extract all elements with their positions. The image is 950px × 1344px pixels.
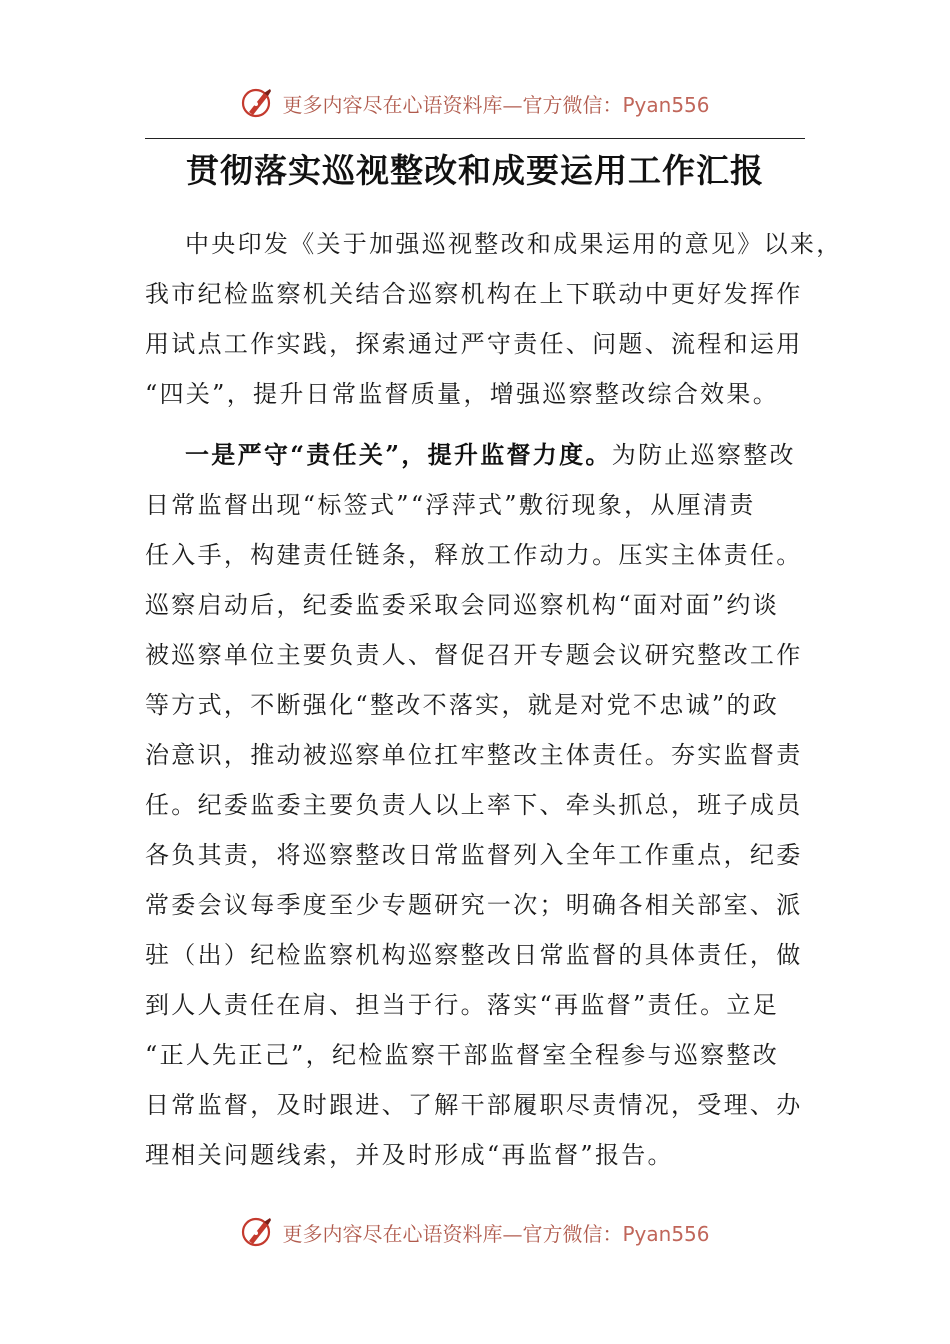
header-rule (145, 138, 805, 139)
paragraph-line: 日常监督，及时跟进、了解干部履职尽责情况，受理、办 (145, 1091, 803, 1119)
paragraph-line: 等方式，不断强化“整改不落实，就是对党不忠诚”的政 (145, 691, 780, 719)
pen-logo-icon (240, 85, 276, 121)
paragraph-line: 我市纪检监察机关结合巡察机构在上下联动中更好发挥作 (145, 280, 803, 308)
paragraph-intro (145, 219, 843, 419)
banner-text (282, 89, 709, 118)
paragraph-line: 被巡察单位主要负责人、督促召开专题会议研究整改工作 (145, 641, 803, 669)
banner-wechat-id: Pyan556 (622, 1221, 710, 1246)
document-title: 贯彻落实巡视整改和成要运用工作汇报 (186, 151, 764, 190)
paragraph-line: 理相关问题线索，并及时形成“再监督”报告。 (145, 1141, 674, 1169)
banner-separator: — (502, 1221, 523, 1246)
banner-slogan: 更多内容尽在心语资料库 (282, 1221, 503, 1246)
paragraph-line: 驻（出）纪检监察机构巡察整改日常监督的具体责任，做 (145, 941, 803, 969)
banner-wechat-id: Pyan556 (622, 92, 710, 117)
paragraph-line: 中央印发《关于加强巡视整改和成果运用的意见》以来， (185, 230, 843, 258)
paragraph-line: 日常监督出现“标签式”“浮萍式”敷衍现象，从厘清责 (145, 491, 756, 519)
bottom-banner (0, 1212, 950, 1252)
banner-contact-label: 官方微信： (522, 1221, 623, 1246)
paragraph-line: “正人先正己”，纪检监察干部监督室全程参与巡察整改 (145, 1041, 780, 1069)
pen-logo-icon (240, 1214, 276, 1250)
paragraph-line: 巡察启动后，纪委监委采取会同巡察机构“面对面”约谈 (145, 591, 780, 619)
paragraph-lead-heading: 一是严守“责任关”，提升监督力度。 (185, 440, 612, 469)
paragraph-responsibility (145, 430, 810, 1180)
banner-slogan: 更多内容尽在心语资料库 (282, 92, 503, 117)
paragraph-line: “四关”，提升日常监督质量，增强巡察整改综合效果。 (145, 380, 780, 408)
paragraph-line: 任。纪委监委主要负责人以上率下、牵头抓总，班子成员 (145, 791, 803, 819)
paragraph-line: 任入手，构建责任链条，释放工作动力。压实主体责任。 (145, 541, 803, 569)
paragraph-lead-rest: 为防止巡察整改 (611, 441, 796, 469)
banner-separator: — (502, 92, 523, 117)
paragraph-line: 治意识，推动被巡察单位扛牢整改主体责任。夯实监督责 (145, 741, 803, 769)
paragraph-line: 到人人责任在肩、担当于行。落实“再监督”责任。立足 (145, 991, 780, 1019)
banner-text (282, 1218, 709, 1247)
paragraph-line: 常委会议每季度至少专题研究一次；明确各相关部室、派 (145, 891, 803, 919)
paragraph-line: 各负其责，将巡察整改日常监督列入全年工作重点，纪委 (145, 841, 803, 869)
banner-contact-label: 官方微信： (522, 92, 623, 117)
paragraph-line: 用试点工作实践，探索通过严守责任、问题、流程和运用 (145, 330, 803, 358)
paragraph-first-line (145, 430, 810, 480)
top-banner (0, 83, 950, 123)
